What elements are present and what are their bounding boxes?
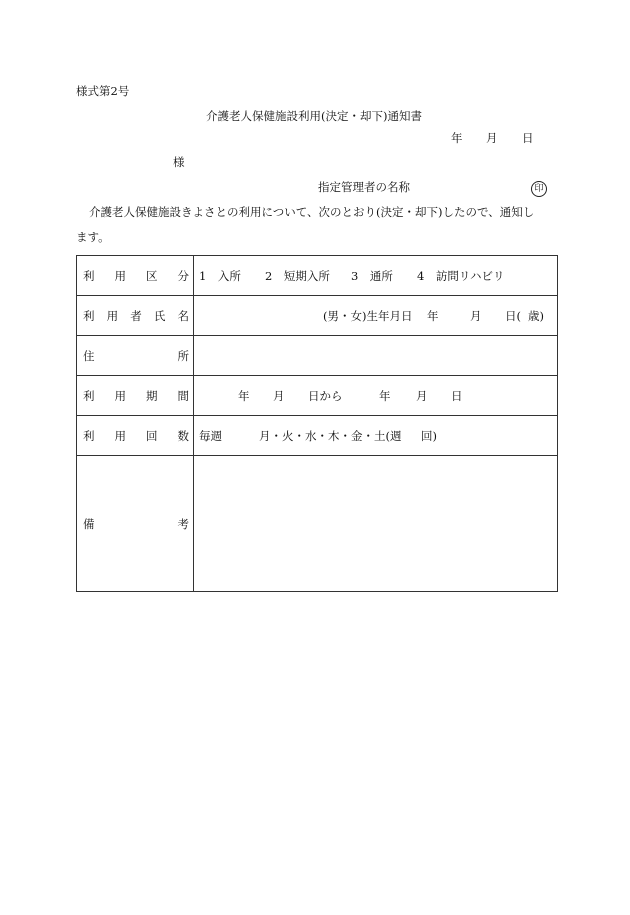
body-text-line-2: ます。	[76, 230, 110, 244]
birth-month: 月	[470, 308, 482, 323]
count-suffix: 回)	[421, 428, 437, 443]
label-address: 住 所	[77, 336, 194, 376]
value-usage-count[interactable]	[194, 416, 558, 456]
option-admission[interactable]: 1 入所	[199, 268, 241, 283]
birth-year: 年	[427, 308, 439, 323]
label-remarks: 備 考	[77, 456, 194, 592]
label-user-name: 利 用 者 氏 名	[77, 296, 194, 336]
from-month: 月	[273, 388, 285, 403]
option-day-care[interactable]: 3 通所	[351, 268, 393, 283]
form-number: 様式第2号	[76, 84, 130, 98]
table-row-address	[77, 336, 558, 376]
weekly-prefix: 毎週	[199, 428, 222, 443]
weekday-options[interactable]: 月・火・水・木・金・土(週	[259, 428, 402, 443]
issuer-label: 指定管理者の名称	[318, 180, 410, 194]
value-user-name[interactable]	[194, 296, 558, 336]
value-usage-period[interactable]	[194, 376, 558, 416]
seal-mark: 印	[531, 181, 547, 197]
from-day: 日から	[308, 388, 343, 403]
age: 歳)	[528, 308, 544, 323]
label-usage-count: 利 用 回 数	[77, 416, 194, 456]
notification-table	[76, 255, 558, 592]
option-visiting-rehab[interactable]: 4 訪問リハビリ	[417, 268, 505, 283]
date-year: 年	[451, 131, 463, 145]
table-row-remarks	[77, 456, 558, 592]
gender-birthdate: (男・女)生年月日	[323, 308, 413, 323]
to-year: 年	[379, 388, 391, 403]
value-remarks[interactable]	[194, 456, 558, 592]
table-row-usage-count	[77, 416, 558, 456]
document-title: 介護老人保健施設利用(決定・却下)通知書	[206, 109, 422, 123]
to-month: 月	[416, 388, 428, 403]
table-row-usage-period	[77, 376, 558, 416]
from-year: 年	[238, 388, 250, 403]
table-row-user-name	[77, 296, 558, 336]
table-row-usage-category	[77, 256, 558, 296]
value-address[interactable]	[194, 336, 558, 376]
date-month: 月	[486, 131, 498, 145]
to-day: 日	[451, 388, 463, 403]
label-usage-category: 利 用 区 分	[77, 256, 194, 296]
date-day: 日	[522, 131, 534, 145]
value-usage-category[interactable]	[194, 256, 558, 296]
birth-day: 日(	[505, 308, 521, 323]
body-text-line-1: 介護老人保健施設きよさとの利用について、次のとおり(決定・却下)したので、通知し	[89, 205, 535, 219]
label-usage-period: 利 用 期 間	[77, 376, 194, 416]
addressee-suffix: 様	[173, 155, 185, 169]
option-short-stay[interactable]: 2 短期入所	[265, 268, 330, 283]
